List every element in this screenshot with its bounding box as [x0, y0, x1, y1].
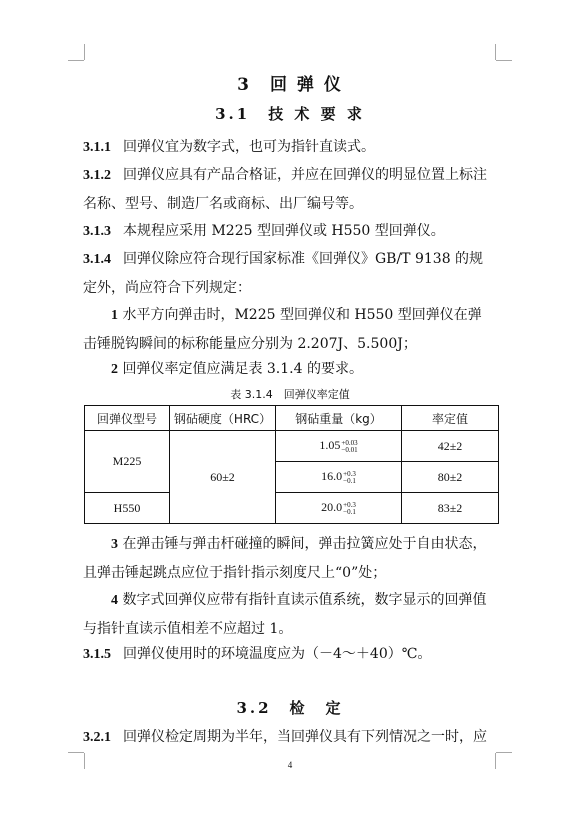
clause-3-2-1: [83, 723, 495, 752]
table-header-cell: 钢砧重量（kg）: [276, 406, 402, 431]
list-item-text: 水平方向弹击时，M225 型回弹仪和 H550 型回弹仪在弹击锤脱钩瞬间的标称能量应分别为 2.207J、5.500J；: [83, 307, 482, 352]
weight-tolerance: [341, 440, 357, 454]
list-item-text: 数字式回弹仪应带有指针直读示值系统，数字显示的回弹值与指针直读示值相差不应超过 1。: [83, 592, 487, 637]
clause-number: 3.1.4: [83, 252, 111, 267]
weight-value: 1.05: [319, 438, 341, 453]
list-item-number: 2: [111, 362, 118, 377]
clause-3-1-5: [83, 640, 495, 669]
crop-mark-top-right: [496, 60, 512, 61]
page-number: 4: [287, 760, 293, 770]
clause-3-1-4: [83, 245, 495, 302]
list-item-number: 3: [111, 537, 118, 552]
clause-number: 3.1.3: [83, 224, 111, 239]
weight-cell: [276, 462, 402, 493]
list-item-number: 1: [111, 308, 118, 323]
clause-3-1-1: [83, 133, 495, 162]
table-header-row: [85, 406, 499, 431]
list-item-3: [83, 530, 495, 587]
crop-mark-top-right: [495, 44, 496, 60]
section-title-3-2: 3.2 检 定: [236, 699, 344, 717]
clause-number: 3.2.1: [83, 730, 111, 745]
weight-cell: [276, 431, 402, 462]
clause-number: 3.1.2: [83, 168, 111, 183]
clause-text: 回弹仪应具有产品合格证，并应在回弹仪的明显位置上标注名称、型号、制造厂名或商标、出厂编号等。: [83, 167, 487, 212]
tolerance-lower: −0.01: [341, 445, 358, 454]
clause-text: 回弹仪使用时的环境温度应为（－4～＋40）℃。: [123, 646, 432, 662]
clause-text: 回弹仪除应符合现行国家标准《回弹仪》GB/T 9138 的规定外，尚应符合下列规定：: [83, 251, 484, 296]
section-title-3-1: 3.1 技 术 要 求: [215, 105, 365, 123]
crop-mark-top-left: [84, 44, 85, 60]
list-item-2: [83, 355, 495, 384]
crop-mark-top-left: [68, 60, 84, 61]
weight-value: 16.0: [321, 469, 343, 484]
tolerance-upper: +0.3: [343, 469, 356, 478]
table-caption: 表 3.1.4 回弹仪率定值: [230, 388, 350, 401]
weight-value: 20.0: [321, 500, 343, 515]
tolerance-upper: +0.3: [343, 500, 356, 509]
table-header-cell: 率定值: [402, 406, 499, 431]
calibration-table: [84, 405, 499, 524]
weight-cell: [276, 493, 402, 524]
list-item-text: 回弹仪率定值应满足表 3.1.4 的要求。: [122, 361, 363, 377]
clause-text: 回弹仪宜为数字式，也可为指针直读式。: [123, 139, 375, 155]
list-item-4: [83, 586, 495, 643]
model-cell: H550: [85, 493, 170, 524]
clause-text: 回弹仪检定周期为半年，当回弹仪具有下列情况之一时，应: [123, 729, 487, 745]
table-header-cell: 回弹仪型号: [85, 406, 170, 431]
tolerance-lower: −0.1: [343, 476, 356, 485]
clause-3-1-2: [83, 161, 495, 218]
list-item-text: 在弹击锤与弹击杆碰撞的瞬间，弹击拉簧应处于自由状态，且弹击锤起跳点应位于指针指示刻度尺上“0”处；: [83, 536, 487, 581]
clause-text: 本规程应采用 M225 型回弹仪或 H550 型回弹仪。: [123, 223, 445, 239]
table-row: [85, 431, 499, 462]
clause-number: 3.1.5: [83, 647, 111, 662]
table-row: [85, 493, 499, 524]
calibration-value-cell: 83±2: [402, 493, 499, 524]
hardness-cell: 60±2: [170, 431, 276, 524]
weight-tolerance: [343, 502, 356, 516]
clause-3-1-3: [83, 217, 495, 246]
crop-mark-bottom-left: [68, 752, 84, 753]
tolerance-lower: −0.1: [343, 507, 356, 516]
crop-mark-bottom-right: [496, 752, 512, 753]
table-header-cell: 钢砧硬度（HRC）: [170, 406, 276, 431]
list-item-1: [83, 301, 495, 358]
list-item-number: 4: [111, 593, 118, 608]
tolerance-upper: +0.03: [341, 438, 358, 447]
clause-number: 3.1.1: [83, 140, 111, 155]
model-cell: M225: [85, 431, 170, 493]
weight-tolerance: [343, 471, 356, 485]
chapter-title: 3 回 弹 仪: [237, 75, 343, 95]
calibration-value-cell: 42±2: [402, 431, 499, 462]
calibration-value-cell: 80±2: [402, 462, 499, 493]
